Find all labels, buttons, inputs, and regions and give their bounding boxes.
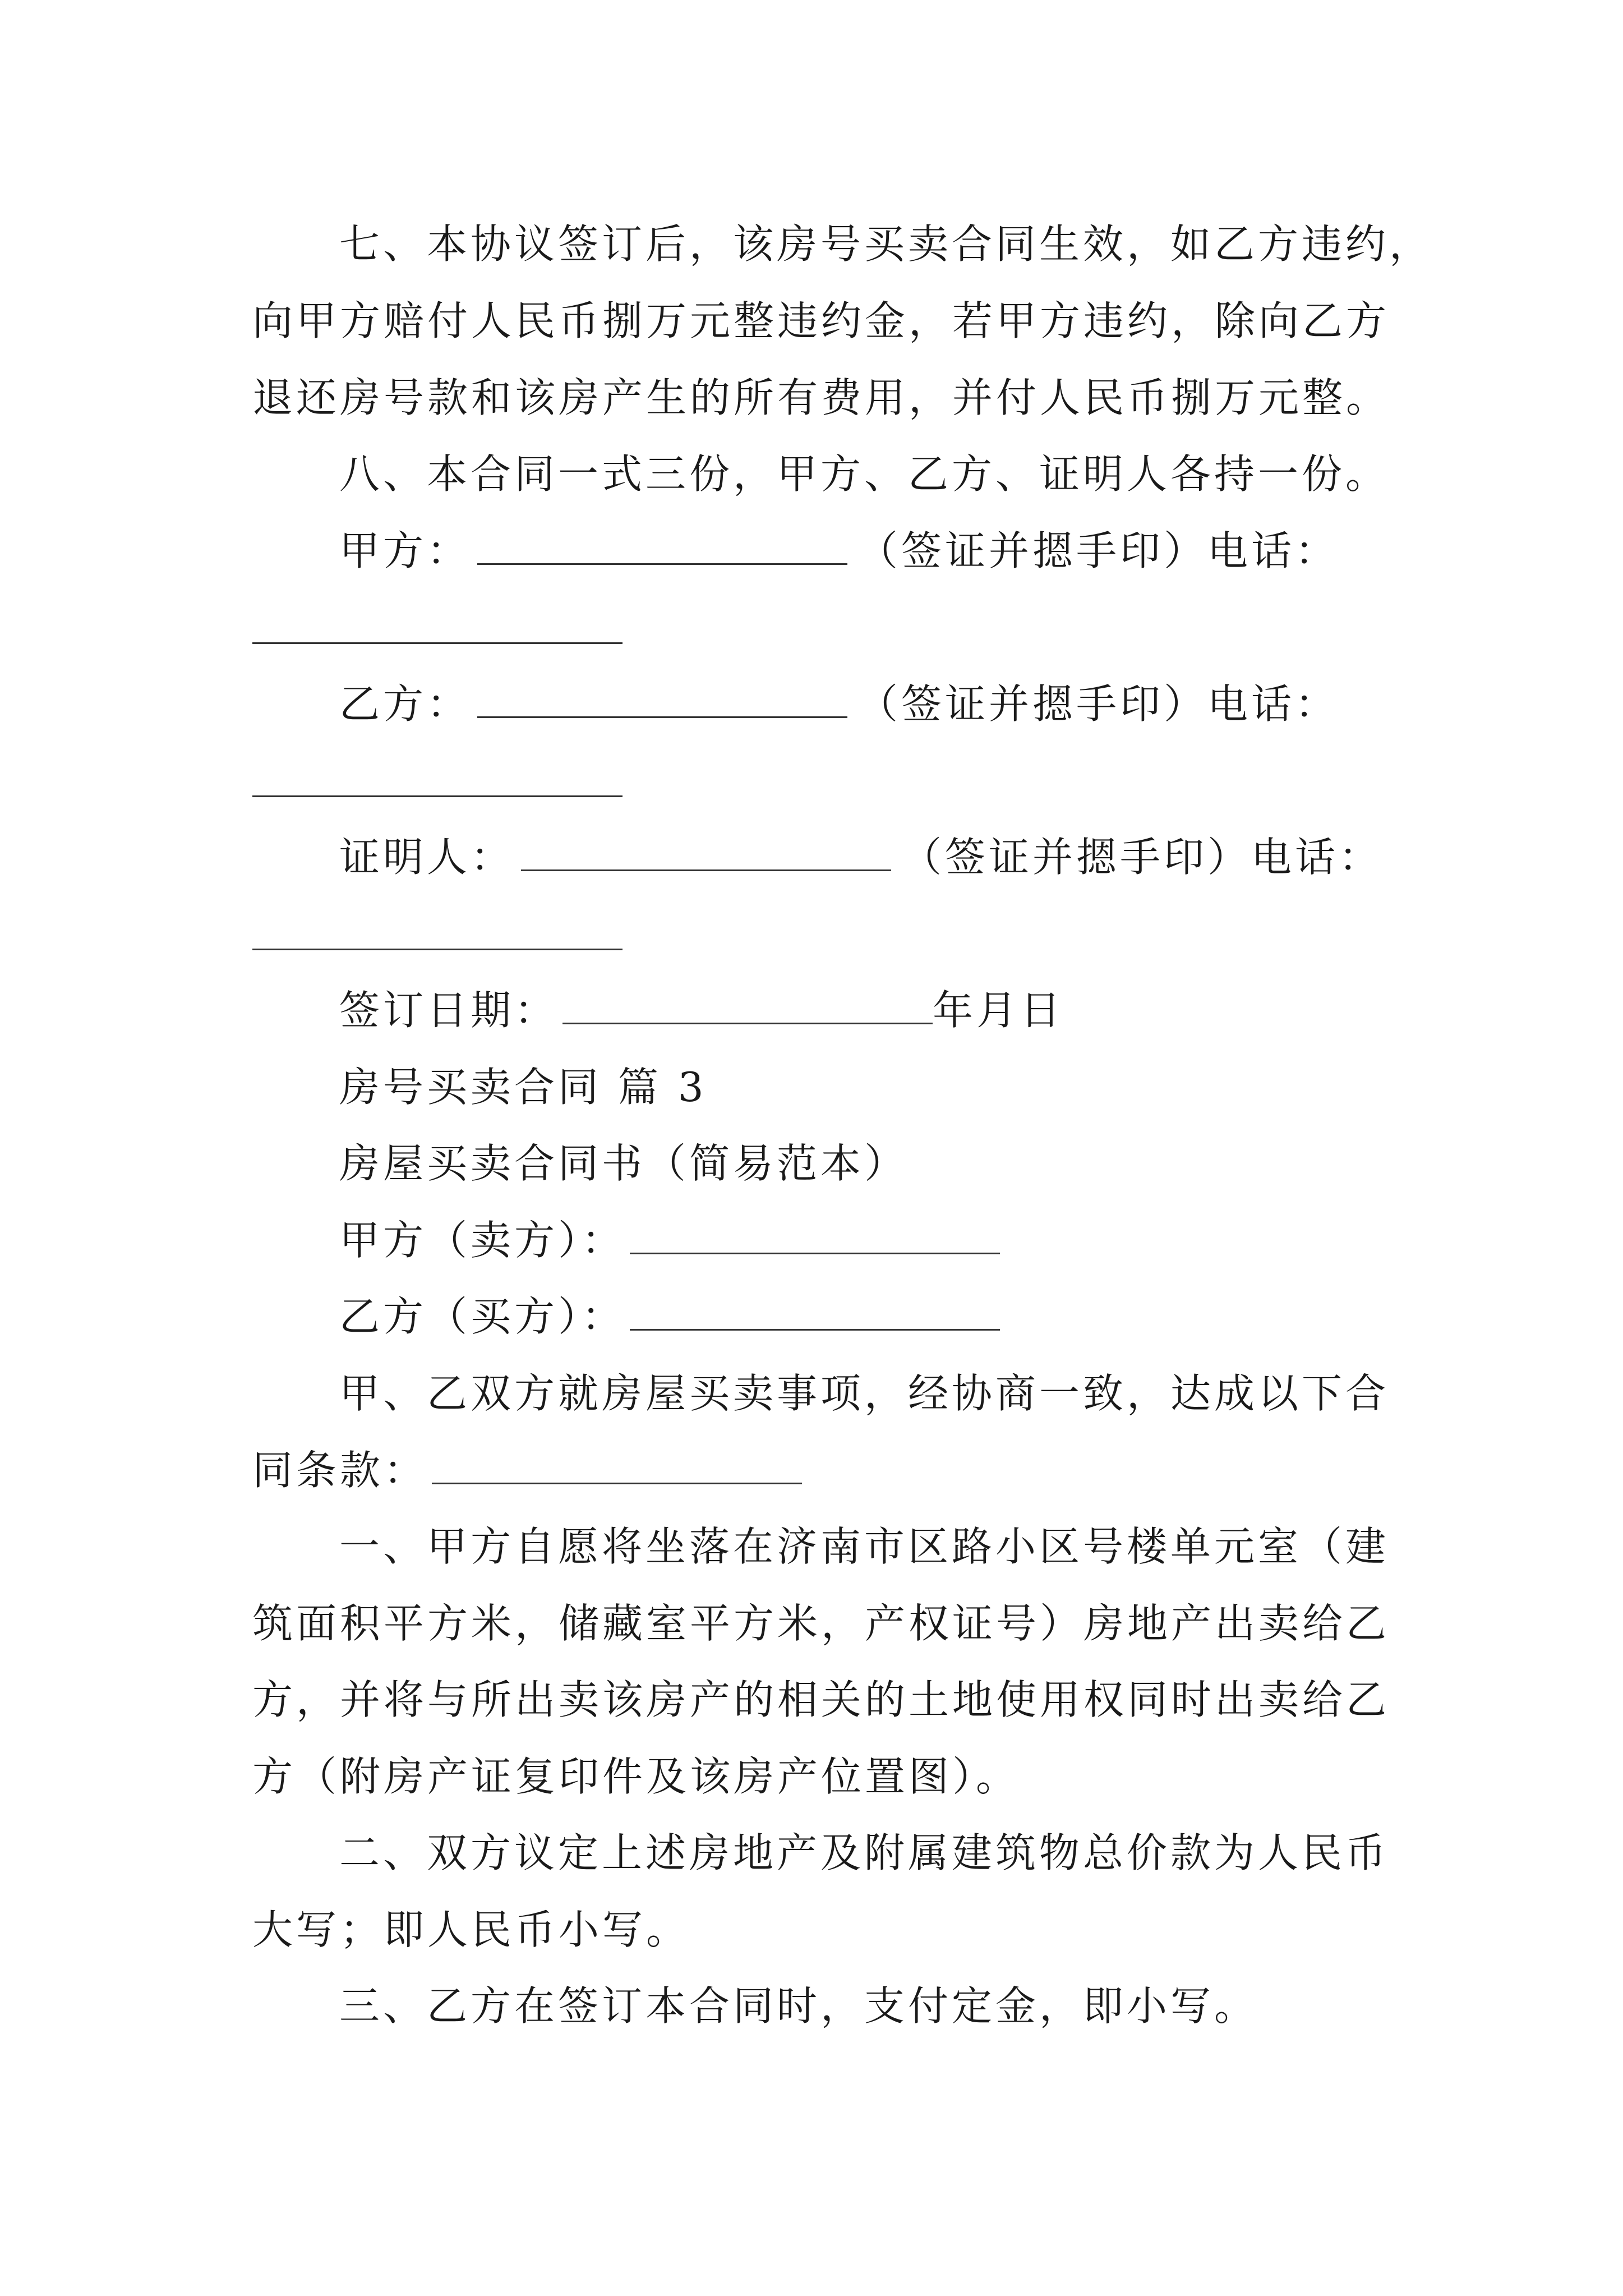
article-1-line-4: 方（附房产证复印件及该房产位置图）。 — [252, 1753, 1020, 1800]
sign-date-label: 签订日期： — [339, 987, 559, 1034]
party-b-phone-blank[interactable] — [252, 795, 623, 797]
contract-title: 房屋买卖合同书（简易范本） — [339, 1140, 909, 1187]
article-1-line-2: 筑面积平方米，储藏室平方米，产权证号）房地产出卖给乙 — [252, 1600, 1390, 1647]
party-a-label: 甲方： — [339, 527, 471, 574]
article-1-line-3: 方，并将与所出卖该房产的相关的土地使用权同时出卖给乙 — [252, 1676, 1390, 1723]
party-b-signature-blank[interactable] — [477, 683, 847, 718]
witness-sign-note: （签证并摁手印）电话： — [901, 834, 1383, 881]
party-b-signature-line — [339, 679, 1382, 729]
witness-phone-blank[interactable] — [252, 949, 623, 950]
clause-7-line-2: 向甲方赔付人民币捌万元整违约金，若甲方违约，除向乙方 — [252, 297, 1390, 344]
article-1-line-1: 一、甲方自愿将坐落在济南市区路小区号楼单元室（建 — [339, 1523, 1390, 1570]
witness-label: 证明人： — [339, 834, 515, 881]
clause-8: 八、本合同一式三份，甲方、乙方、证明人各持一份。 — [339, 450, 1390, 498]
buyer-label: 乙方（买方）： — [339, 1293, 626, 1340]
seller-name-blank[interactable] — [630, 1219, 1000, 1254]
party-a-signature-line — [339, 526, 1382, 576]
clause-7-line-3: 退还房号款和该房产生的所有费用，并付人民币捌万元整。 — [252, 374, 1390, 421]
party-b-label: 乙方： — [339, 680, 471, 728]
terms-blank[interactable] — [432, 1449, 802, 1484]
seller-line — [339, 1215, 1382, 1266]
party-a-phone-blank[interactable] — [252, 642, 623, 644]
party-b-sign-note: （签证并摁手印）电话： — [857, 680, 1339, 728]
section-heading: 房号买卖合同 篇 3 — [339, 1064, 707, 1111]
intro-terms-label: 同条款： — [252, 1447, 428, 1494]
buyer-line — [339, 1291, 1382, 1342]
party-a-sign-note: （签证并摁手印）电话： — [857, 527, 1339, 574]
intro-line-2 — [252, 1445, 1380, 1496]
sign-date-suffix: 年月日 — [933, 987, 1064, 1034]
intro-line-1: 甲、乙双方就房屋买卖事项，经协商一致，达成以下合 — [339, 1370, 1390, 1417]
article-2-line-2: 大写；即人民币小写。 — [252, 1906, 690, 1953]
party-a-signature-blank[interactable] — [477, 530, 847, 565]
sign-date-line — [339, 985, 1382, 1036]
buyer-name-blank[interactable] — [630, 1295, 1000, 1331]
witness-signature-blank[interactable] — [521, 836, 891, 871]
article-3: 三、乙方在签订本合同时，支付定金，即小写。 — [339, 1982, 1258, 2030]
seller-label: 甲方（卖方）： — [339, 1217, 626, 1264]
witness-signature-line — [339, 832, 1382, 882]
article-2-line-1: 二、双方议定上述房地产及附属建筑物总价款为人民币 — [339, 1829, 1390, 1876]
clause-7-line-1: 七、本协议签订后，该房号买卖合同生效，如乙方违约， — [339, 220, 1433, 268]
sign-date-blank[interactable] — [562, 989, 933, 1024]
